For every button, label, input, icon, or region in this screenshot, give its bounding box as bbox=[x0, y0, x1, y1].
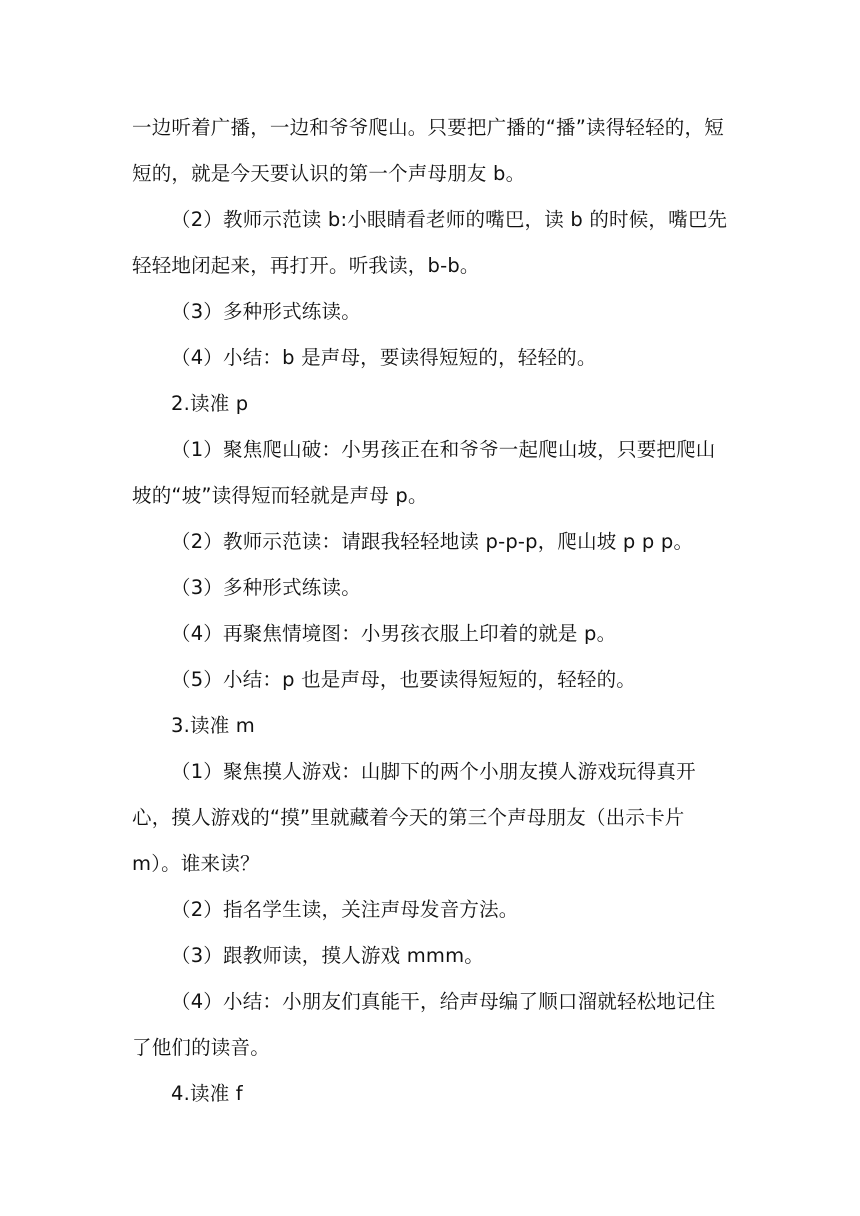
paragraph-b-demo: （2）教师示范读 b:小眼睛看老师的嘴巴，读 b 的时候，嘴巴先轻轻地闭起来，再打开。听我读，b-b。 bbox=[132, 208, 728, 277]
paragraph-m-follow: （3）跟教师读，摸人游戏 mmm。 bbox=[171, 944, 484, 967]
paragraph-p-practice: （3）多种形式练读。 bbox=[171, 576, 361, 599]
paragraph-p-demo: （2）教师示范读：请跟我轻轻地读 p-p-p，爬山坡 p p p。 bbox=[171, 530, 694, 553]
paragraph-m-read: （2）指名学生读，关注声母发音方法。 bbox=[171, 898, 519, 921]
paragraph-m-summary: （4）小结：小朋友们真能干，给声母编了顺口溜就轻松地记住了他们的读音。 bbox=[132, 990, 716, 1059]
paragraph-m-focus: （1）聚焦摸人游戏：山脚下的两个小朋友摸人游戏玩得真开心，摸人游戏的“摸”里就藏着今天的第三个声母朋友（出示卡片 m）。谁来读？ bbox=[132, 760, 696, 875]
section-heading-m: 3.读准 m bbox=[171, 714, 255, 737]
document-body bbox=[132, 105, 728, 1117]
section-heading-f: 4.读准 f bbox=[171, 1082, 243, 1105]
paragraph-p-summary: （5）小结：p 也是声母，也要读得短短的，轻轻的。 bbox=[171, 668, 636, 691]
paragraph-b-summary: （4）小结：b 是声母，要读得短短的，轻轻的。 bbox=[171, 346, 597, 369]
paragraph-p-focus: （1）聚焦爬山破：小男孩正在和爷爷一起爬山坡，只要把爬山坡的“坡”读得短而轻就是声母 p。 bbox=[132, 438, 716, 507]
section-heading-p: 2.读准 p bbox=[171, 392, 249, 415]
paragraph-intro: 一边听着广播，一边和爷爷爬山。只要把广播的“播”读得轻轻的，短短的，就是今天要认识的第一个声母朋友 b。 bbox=[132, 116, 724, 185]
paragraph-b-practice: （3）多种形式练读。 bbox=[171, 300, 361, 323]
paragraph-p-scene: （4）再聚焦情境图：小男孩衣服上印着的就是 p。 bbox=[171, 622, 617, 645]
